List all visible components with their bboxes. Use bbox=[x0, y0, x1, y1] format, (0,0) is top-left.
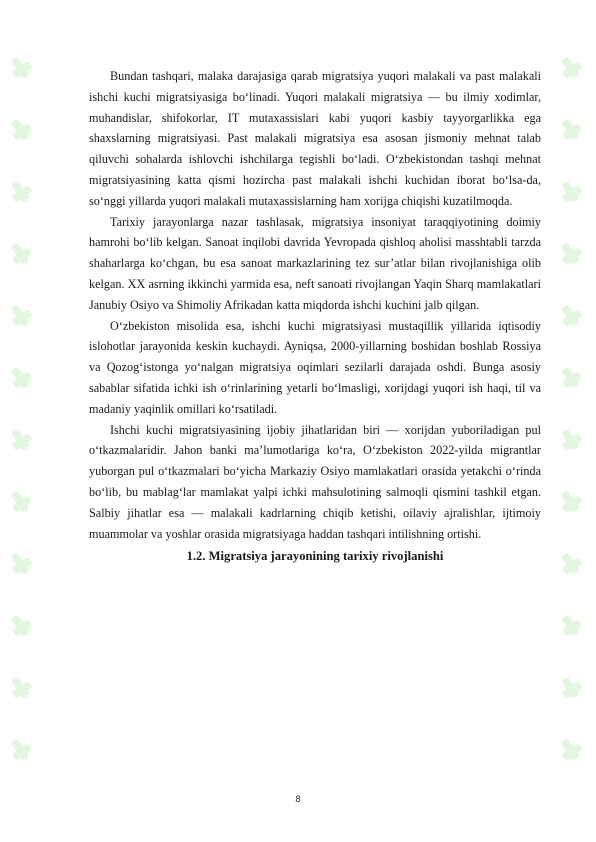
watermark-glyph bbox=[556, 549, 585, 578]
watermark-glyph bbox=[556, 611, 585, 640]
watermark-glyph bbox=[6, 487, 35, 516]
page-body bbox=[89, 66, 541, 566]
watermark-glyph bbox=[556, 363, 585, 392]
watermark-glyph bbox=[556, 425, 585, 454]
watermark-glyph bbox=[6, 301, 35, 330]
watermark-glyph bbox=[556, 53, 585, 82]
watermark-glyph bbox=[6, 239, 35, 268]
watermark-glyph bbox=[556, 487, 585, 516]
watermark-glyph bbox=[6, 425, 35, 454]
watermark-glyph bbox=[6, 611, 35, 640]
section-heading: 1.2. Migratsiya jarayonining tarixiy rivojlanishi bbox=[186, 549, 444, 564]
watermark-glyph bbox=[6, 673, 35, 702]
watermark-glyph bbox=[556, 735, 585, 764]
watermark-glyph bbox=[6, 115, 35, 144]
watermark-glyph bbox=[556, 239, 585, 268]
watermark-glyph bbox=[556, 673, 585, 702]
watermark-glyph bbox=[556, 177, 585, 206]
paragraph-1: Bundan tashqari, malaka darajasiga qarab migratsiya yuqori malakali va past malakali ishchi kuchi migratsiyasiga bo‘linadi. Yuqori malakali migratsiya — bu ilmiy xodimlar, muhandislar, shifokorlar, IT mutaxassislari kabi yuqori kasbiy tayyorgarlikka ega shaxslarning migratsiyasi. Past malakali migratsiya esa asosan jismoniy mehnat talab qiluvchi sohalarda ishlovchi ishchilarga tegishli bo‘ladi. O‘zbekistondan tashqi mehnat migratsiyasining katta qismi hozircha past malakali ishchi kuchidan iborat bo‘lsa-da, so‘nggi yillarda yuqori malakali mutaxassislarning ham xorijga chiqishi kuzatilmoqda. bbox=[89, 69, 541, 208]
paragraph-2: Tarixiy jarayonlarga nazar tashlasak, migratsiya insoniyat taraqqiyotining doimiy hamrohi bo‘lib kelgan. Sanoat inqilobi davrida Yevropada qishloq aholisi masshtabli tarzda shaharlarga ko‘chgan, bu esa sanoat markazlarining tez sur’atlar bilan rivojlanishiga olib kelgan. XX asrning ikkinchi yarmida esa, neft sanoati rivojlangan Yaqin Sharq mamlakatlari Janubiy Osiyo va Shimoliy Afrikadan katta miqdorda ishchi kuchini jalb qilgan. bbox=[89, 214, 541, 312]
watermark-glyph bbox=[6, 363, 35, 392]
watermark-glyph bbox=[6, 177, 35, 206]
watermark-glyph bbox=[556, 301, 585, 330]
paragraph-4: Ishchi kuchi migratsiyasining ijobiy jihatlaridan biri — xorijdan yuboriladigan pul o‘tkazmalaridir. Jahon banki ma’lumotlariga ko‘ra, O‘zbekiston 2022-yilda migrantlar yuborgan pul o‘tkazmalari bo‘yicha Markaziy Osiyo mamlakatlari orasida yetakchi o‘rinda bo‘lib, bu mablag‘lar mamlakat yalpi ichki mahsulotining salmoqli qismini tashkil etgan. Salbiy jihatlar esa — malakali kadrlarning chiqib ketishi, oilaviy ajralishlar, ijtimoiy muammolar va yoshlar orasida migratsiyaga haddan tashqari intilishning ortishi. bbox=[89, 422, 541, 541]
watermark-glyph bbox=[6, 549, 35, 578]
paragraph-3: O‘zbekiston misolida esa, ishchi kuchi migratsiyasi mustaqillik yillarida iqtisodiy islohotlar jarayonida keskin kuchaydi. Ayniqsa, 2000-yillarning boshidan boshlab Rossiya va Qozog‘istonga yo‘nalgan migratsiya oqimlari sezilarli darajada oshdi. Bunga asosiy sabablar sifatida ichki ish o‘rinlarining yetarli bo‘lmasligi, xorijdagi yuqori ish haqi, til va madaniy yaqinlik omillari ko‘rsatiladi. bbox=[89, 318, 541, 416]
watermark-glyph bbox=[556, 115, 585, 144]
watermark-glyph bbox=[6, 53, 35, 82]
watermark-glyph bbox=[6, 735, 35, 764]
page-number: 8 bbox=[295, 795, 301, 805]
